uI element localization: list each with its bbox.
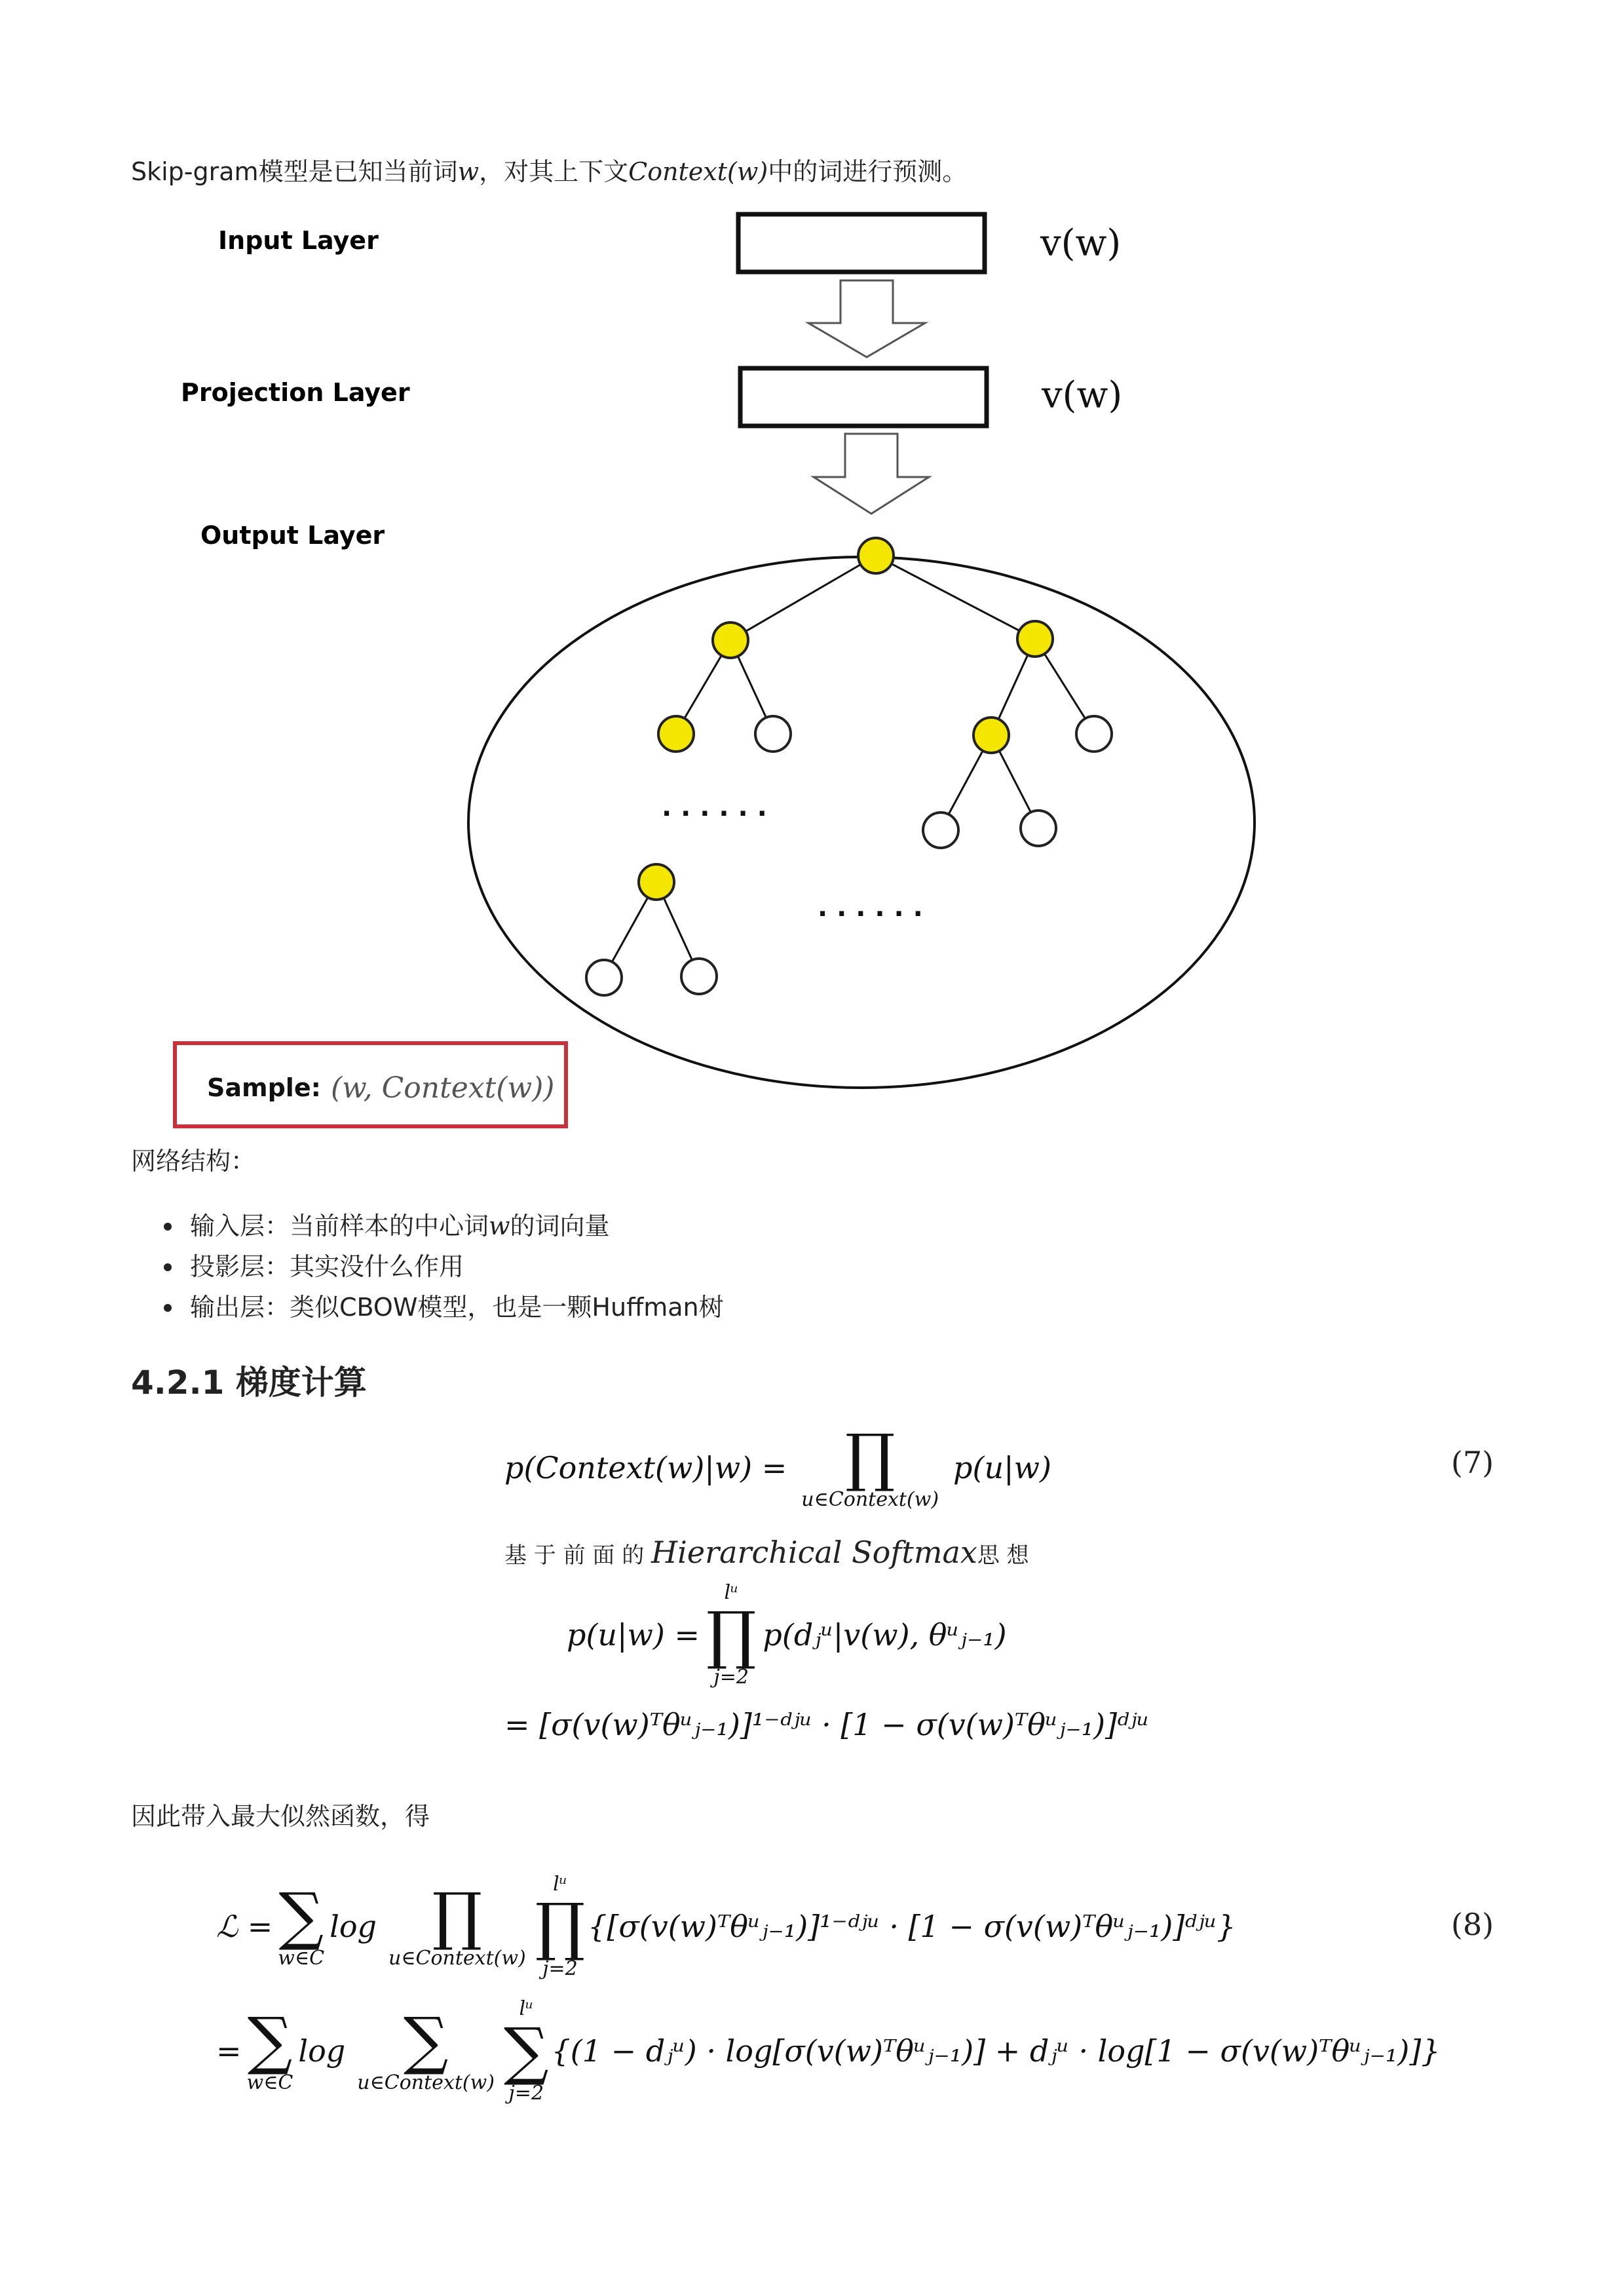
input-layer-box: [738, 214, 985, 272]
tree-node: [713, 622, 748, 658]
equation-7-number: (7): [1451, 1445, 1494, 1480]
tree-node: [586, 960, 622, 995]
projection-vw-label: v(w): [1042, 374, 1123, 417]
tree-node: [755, 716, 791, 752]
section-heading: 4.2.1 梯度计算: [131, 1364, 367, 1402]
input-vw-label: v(w): [1040, 222, 1122, 265]
equation-7-line2: p(u|w) = lᵘ ∏ j=2 p(dⱼᵘ|v(w), θᵘⱼ₋₁): [567, 1581, 1007, 1689]
tree-node: [1017, 621, 1053, 657]
tree-node: [639, 864, 674, 900]
sample-value: (w, Context(w)): [331, 1071, 555, 1105]
eq7-line2-product: lᵘ ∏ j=2: [706, 1581, 757, 1689]
product-operator: ∏: [844, 1420, 896, 1494]
output-layer-label: Output Layer: [200, 521, 385, 550]
output-ellipse: [468, 557, 1255, 1088]
eq8-sum-w: ∑ w∈C: [278, 1879, 325, 1970]
list-item: 输出层：类似CBOW模型，也是一颗Huffman树: [131, 1287, 724, 1328]
sample-label: Sample:: [207, 1073, 321, 1102]
dots-left: · · · · · ·: [662, 799, 767, 829]
equation-8-line1: ℒ = ∑ w∈C log ∏ u∈Context(w) lᵘ ∏ j=2 {[σ(v(w)ᵀθᵘⱼ₋₁)]¹⁻ᵈʲᵘ · [1 − σ(v(w)ᵀθᵘⱼ₋₁)]ᵈʲᵘ}: [216, 1873, 1236, 1980]
intro-prefix: Skip-gram模型是已知当前词: [131, 157, 458, 186]
dots-right: · · · · · ·: [818, 899, 923, 929]
tree-node: [973, 718, 1009, 753]
intro-var-w: w: [457, 157, 480, 186]
eq7-lhs: p(Context(w)|w) =: [504, 1450, 787, 1485]
structure-list: [131, 1206, 724, 1328]
skip-gram-diagram: [0, 197, 1624, 1153]
tree-node: [1076, 716, 1112, 752]
eq8-line2-sum-j: lᵘ ∑ j=2: [504, 1997, 549, 2105]
equation-7-note: 基 于 前 面 的 Hierarchical Softmax思 想: [504, 1535, 1029, 1570]
equation-7-line3: = [σ(v(w)ᵀθᵘⱼ₋₁)]¹⁻ᵈʲᵘ · [1 − σ(v(w)ᵀθᵘⱼ₋₁)]ᵈʲᵘ: [504, 1707, 1149, 1742]
intro-sentence: [131, 156, 967, 188]
input-layer-label: Input Layer: [218, 226, 379, 255]
projection-layer-box: [740, 368, 987, 426]
eq8-product-j: lᵘ ∏ j=2: [535, 1873, 586, 1980]
equation-8-line2: = ∑ w∈C log ∑ u∈Context(w) lᵘ ∑ j=2 {(1 − dⱼᵘ) · log[σ(v(w)ᵀθᵘⱼ₋₁)] + dⱼᵘ · log[1 − σ(v(w)ᵀθᵘⱼ₋₁)]}: [216, 1997, 1441, 2105]
eq7-product: [801, 1420, 939, 1511]
intro-var-context: Context(w): [628, 157, 768, 186]
mle-text: 因此带入最大似然函数，得: [131, 1802, 430, 1831]
intro-suffix: 中的词进行预测。: [768, 157, 968, 186]
list-item: 输入层：当前样本的中心词w的词向量: [131, 1206, 724, 1246]
equation-7-line1: [504, 1420, 1051, 1511]
structure-title: 网络结构：: [131, 1147, 256, 1176]
down-arrow-2: [814, 434, 929, 514]
intro-middle: ，对其上下文: [479, 157, 629, 186]
tree-node: [923, 813, 958, 848]
eq8-line2-sum-u: ∑ u∈Context(w): [357, 2003, 495, 2094]
eq8-line2-sum-w: ∑ w∈C: [246, 2003, 293, 2094]
eq7-rhs: p(u|w): [953, 1450, 1051, 1485]
list-item: 投影层：其实没什么作用: [131, 1246, 724, 1287]
down-arrow-1: [808, 280, 925, 357]
tree-node: [681, 959, 717, 994]
product-subscript: u∈Context(w): [801, 1487, 939, 1511]
projection-layer-label: Projection Layer: [181, 378, 410, 407]
tree-node: [1021, 811, 1056, 846]
tree-node: [658, 716, 694, 752]
equation-8-number: (8): [1451, 1907, 1494, 1942]
tree-node: [858, 538, 894, 573]
eq8-product-u: ∏ u∈Context(w): [388, 1879, 526, 1970]
